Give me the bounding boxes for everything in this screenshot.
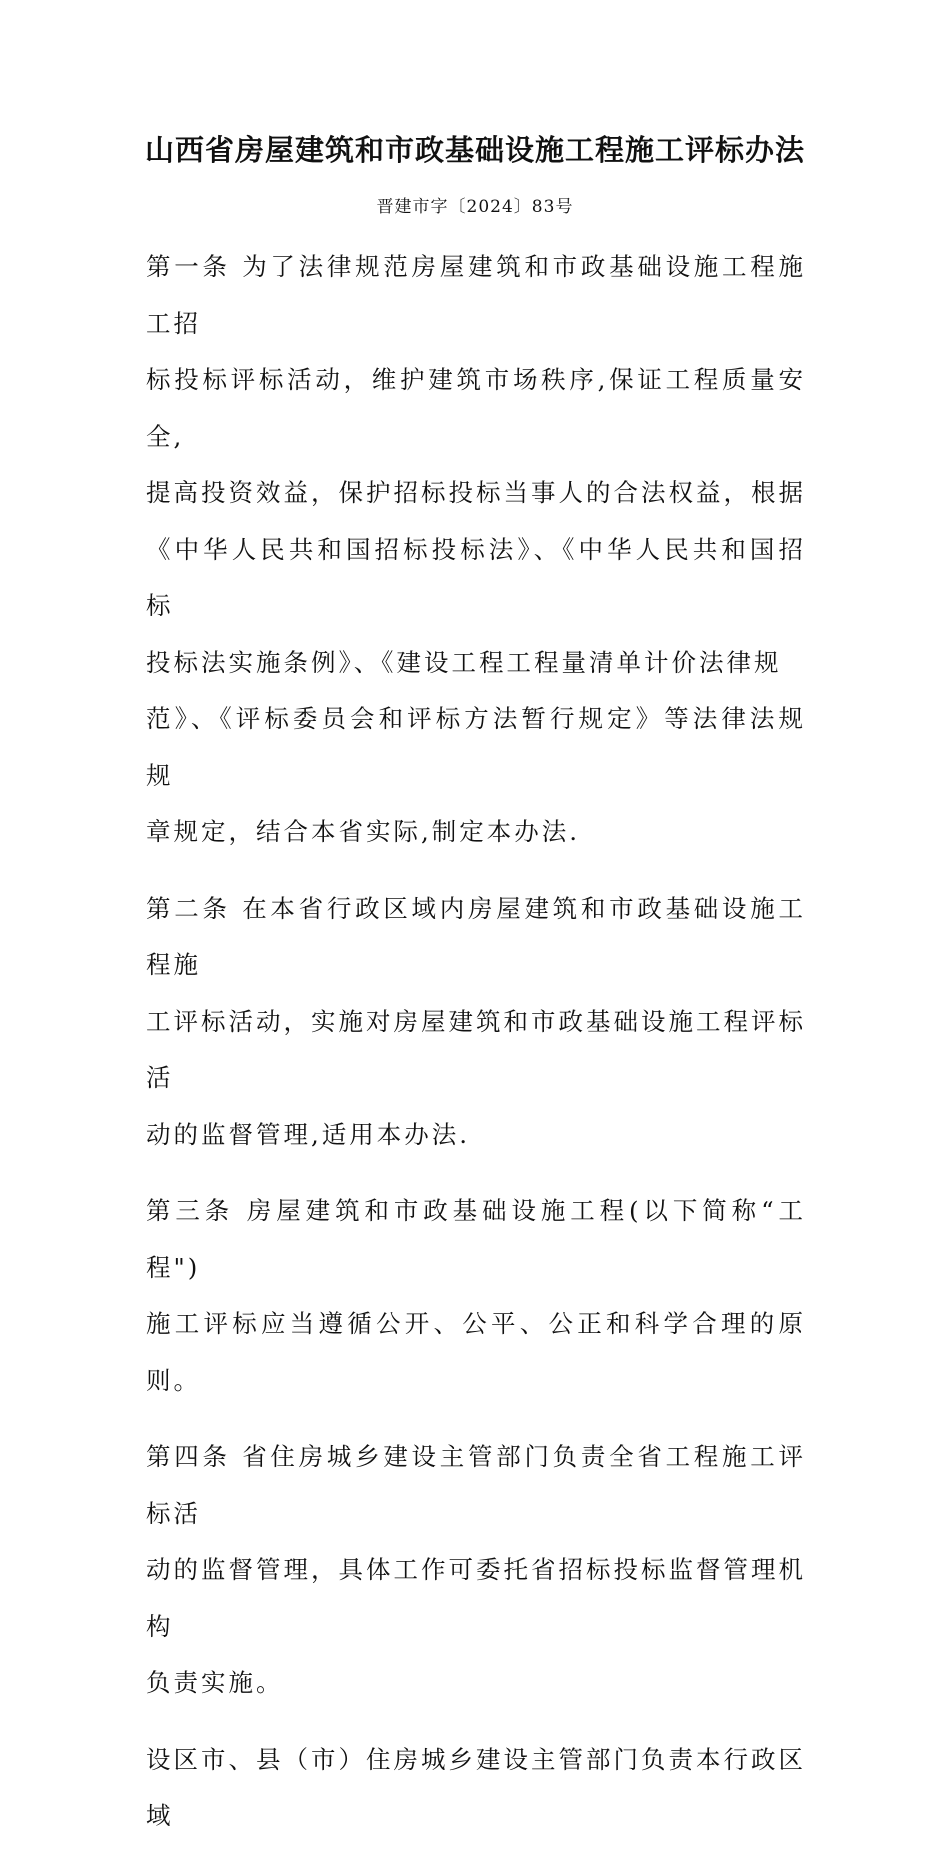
document-title: 山西省房屋建筑和市政基础设施工程施工评标办法 — [144, 133, 805, 167]
article-3-paragraph: 第三条 房屋建筑和市政基础设施工程(以下简称“工程") 施工评标应当遵循公开、公平、公正和科学合理的原则。 — [146, 1196, 806, 1395]
document-body — [146, 239, 806, 1865]
article-2-paragraph: 第二条 在本省行政区域内房屋建筑和市政基础设施工程施 工评标活动，实施对房屋建筑和市政基础设施工程评标活 动的监督管理,适用本办法. — [146, 893, 806, 1149]
article-1-paragraph: 第一条 为了法律规范房屋建筑和市政基础设施工程施工招 标投标评标活动，维护建筑市场秩序,保证工程质量安全, 提高投资效益，保护招标投标当事人的合法权益，根据 《中华人民共和国招标投标法》、《中华人民共和国招标 投标法实施条例》、《建设工程工程量清单计价法律规 范》、《评标委员会和评标方法暂行规定》等法律法规规 章规定，结合本省实际,制定本办法. — [146, 252, 806, 846]
article-4-paragraph: 第四条 省住房城乡建设主管部门负责全省工程施工评标活 动的监督管理，具体工作可委托省招标投标监督管理机构 负责实施。 — [146, 1442, 806, 1697]
document-number: 晋建市字〔2024〕83号 — [376, 197, 574, 217]
article-4-continuation-paragraph: 设区市、县（市）住房城乡建设主管部门负责本行政区域 — [146, 1744, 806, 1830]
